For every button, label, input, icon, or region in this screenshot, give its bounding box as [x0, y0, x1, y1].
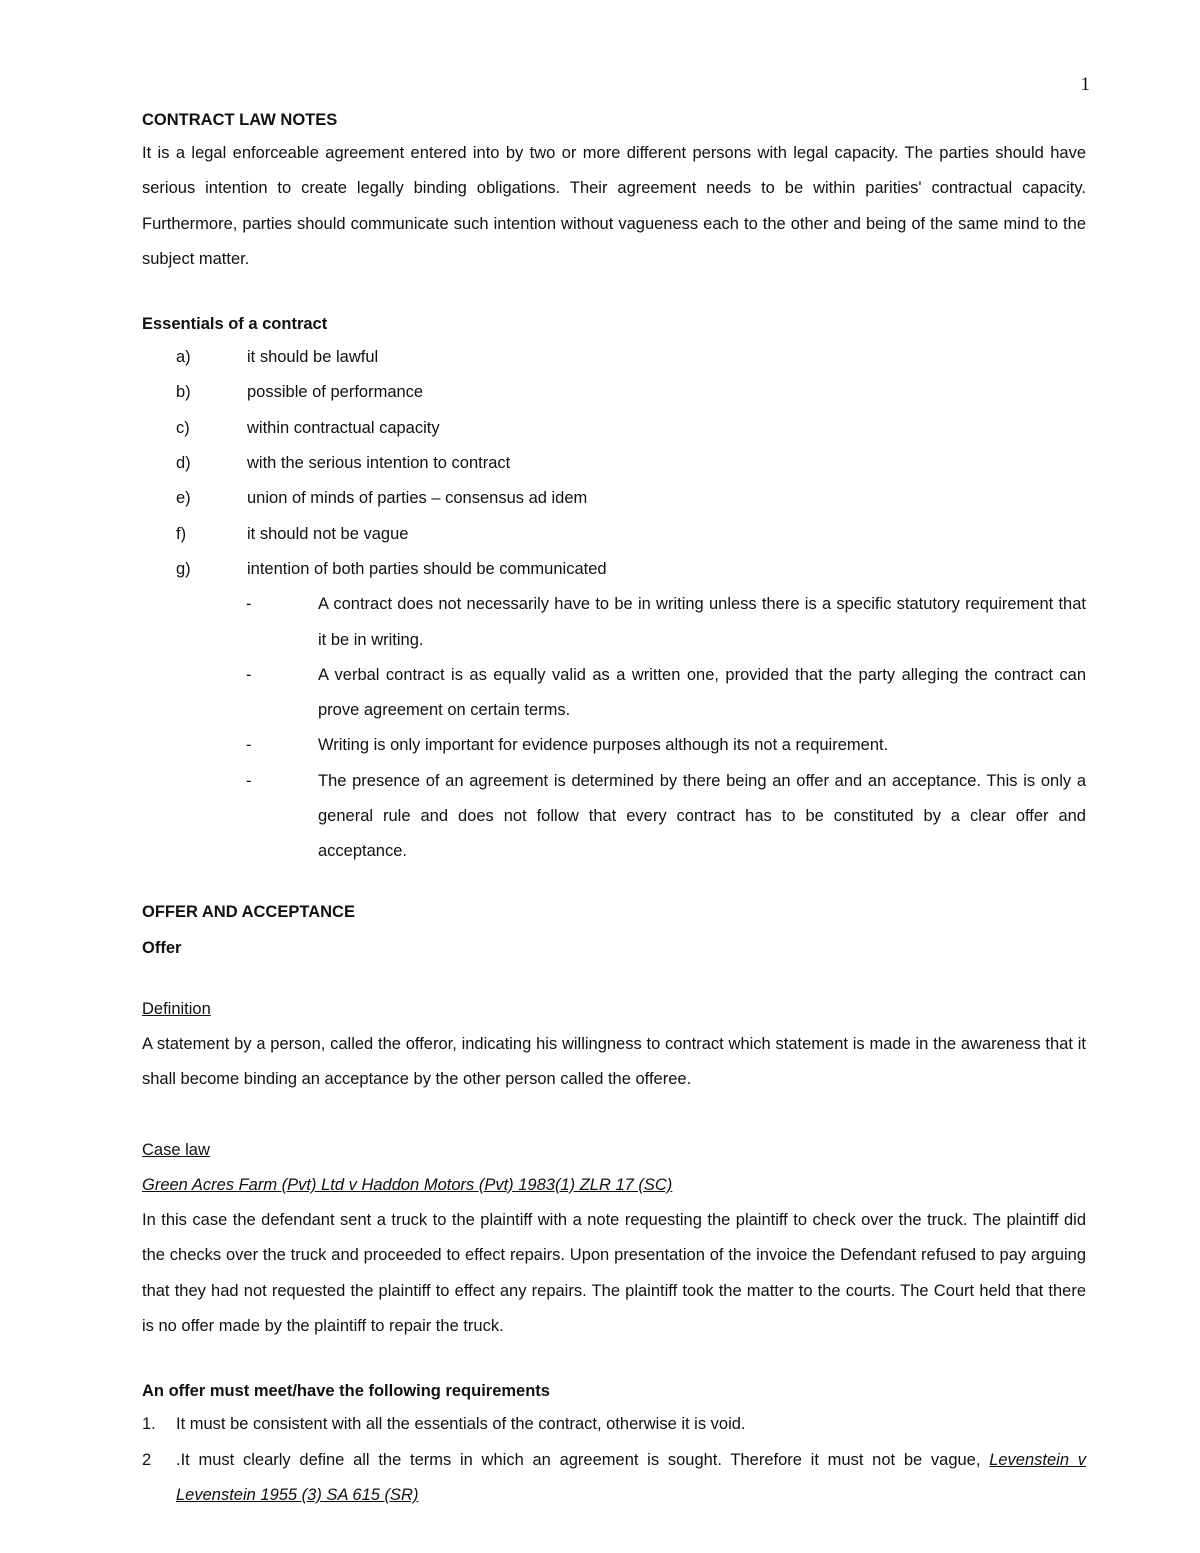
list-marker: 1. — [142, 1415, 156, 1434]
list-item-text: it should be lawful — [247, 348, 379, 367]
list-item-text: intention of both parties should be communicated — [247, 559, 607, 578]
list-marker: e) — [176, 489, 191, 508]
list-item — [142, 375, 1086, 410]
subheading-offer: Offer — [142, 938, 182, 957]
page-number: 1 — [1080, 74, 1090, 95]
list-marker: f) — [176, 524, 187, 543]
bullet-item — [142, 658, 1086, 729]
requirements-heading: An offer must meet/have the following requirements — [142, 1382, 550, 1401]
list-marker: c) — [176, 418, 190, 437]
list-item-text: within contractual capacity — [247, 418, 440, 437]
list-item — [142, 340, 1086, 375]
document-body — [142, 108, 1086, 1513]
list-item-text: possible of performance — [247, 383, 424, 402]
bullet-text: Writing is only important for evidence purposes although its not a requirement. — [318, 736, 889, 755]
list-item — [142, 1443, 1086, 1514]
bullet-text: A contract does not necessarily have to be in writing unless there is a specific statutory requirement that it be in writing. — [318, 595, 1086, 649]
list-item — [142, 552, 1086, 587]
document-title: CONTRACT LAW NOTES — [142, 111, 338, 129]
bullet-list — [142, 587, 1086, 869]
bullet-item — [142, 728, 1086, 763]
spacer — [142, 277, 1086, 312]
bullet-item — [142, 764, 1086, 870]
list-item — [142, 411, 1086, 446]
list-marker: 2 — [142, 1450, 152, 1469]
spacer — [142, 1098, 1086, 1133]
list-item — [142, 481, 1086, 516]
list-item-text: It must be consistent with all the essentials of the contract, otherwise it is void. — [176, 1415, 746, 1434]
bullet-marker: - — [246, 595, 252, 614]
list-item-text — [176, 1443, 1086, 1514]
list-item-text: with the serious intention to contract — [247, 454, 511, 473]
list-item-text: union of minds of parties – consensus ad idem — [247, 489, 588, 508]
requirements-list — [142, 1407, 1086, 1513]
case-citation-inline: Levenstein v Levenstein 1955 (3) SA 615 (SR) — [176, 1450, 1086, 1504]
requirement-text: .It must clearly define all the terms in which an agreement is sought. Therefore it must not be vague, — [176, 1450, 990, 1469]
list-item-text: it should not be vague — [247, 524, 409, 543]
list-item — [142, 517, 1086, 552]
bullet-text: The presence of an agreement is determined by there being an offer and an acceptance. This is only a general rule and does not follow that every contract has to be constituted by a clear offer and acceptance. — [318, 771, 1086, 861]
case-paragraph: In this case the defendant sent a truck to the plaintiff with a note requesting the plaintiff to check over the truck. The plaintiff did the checks over the truck and proceeded to effect repairs. Upon presentation of the invoice the Defendant refused to pay arguing that they had not requested the plaintiff to effect any repairs. The plaintiff took the matter to the courts. The Court held that there is no offer made by the plaintiff to repair the truck. — [142, 1211, 1086, 1336]
bullet-marker: - — [246, 736, 252, 755]
list-item — [142, 1407, 1086, 1442]
section-heading-offer-acceptance: OFFER AND ACCEPTANCE — [142, 902, 355, 921]
spacer — [142, 960, 1086, 992]
case-citation: Green Acres Farm (Pvt) Ltd v Haddon Motors (Pvt) 1983(1) ZLR 17 (SC) — [142, 1175, 673, 1194]
bullet-marker: - — [246, 665, 252, 684]
bullet-marker: - — [246, 771, 252, 790]
bullet-text: A verbal contract is as equally valid as a written one, provided that the party alleging the contract can prove agreement on certain terms. — [318, 665, 1086, 720]
spacer — [142, 1344, 1086, 1379]
essentials-list — [142, 340, 1086, 587]
case-law-label: Case law — [142, 1140, 210, 1159]
list-marker: a) — [176, 348, 191, 367]
definition-label: Definition — [142, 999, 211, 1018]
list-item — [142, 446, 1086, 481]
list-marker: g) — [176, 559, 191, 578]
intro-paragraph: It is a legal enforceable agreement entered into by two or more different persons with legal capacity. The parties should have serious intention to create legally binding obligations. Their agreement needs to be within parities' contractual capacity. Furthermore, parties should communicate such intention without vagueness each to the other and being of the same mind to the subject matter. — [142, 144, 1086, 268]
definition-paragraph: A statement by a person, called the offeror, indicating his willingness to contract which statement is made in the awareness that it shall become binding an acceptance by the other person called the offeree. — [142, 1034, 1086, 1089]
bullet-item — [142, 587, 1086, 658]
list-marker: d) — [176, 454, 191, 473]
essentials-heading: Essentials of a contract — [142, 315, 328, 334]
list-marker: b) — [176, 383, 191, 402]
